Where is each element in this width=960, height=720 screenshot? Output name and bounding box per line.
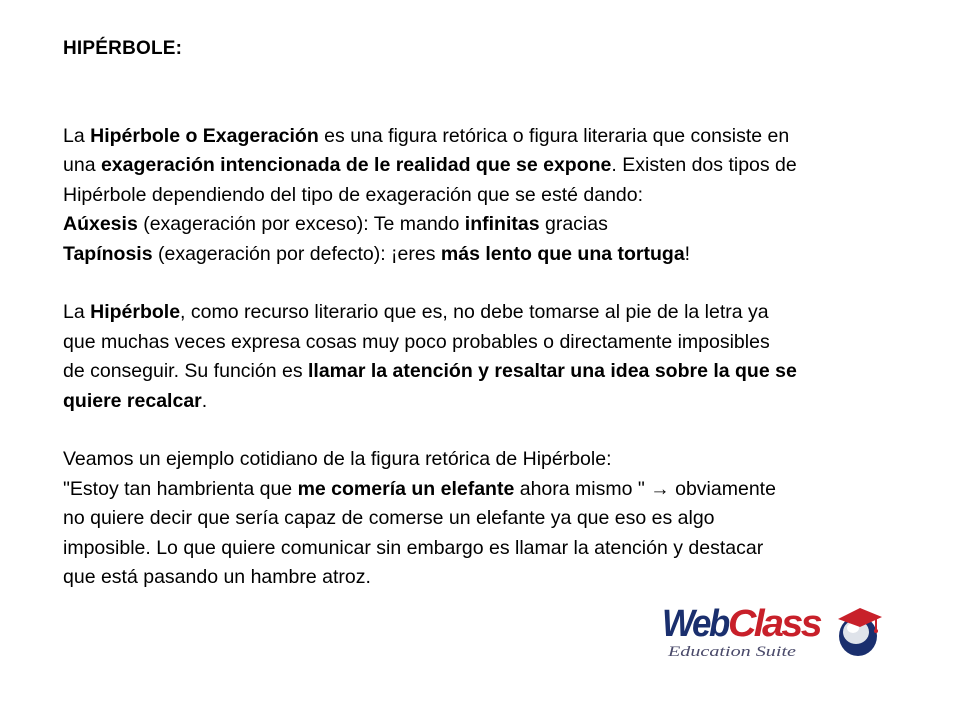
text-line	[63, 475, 878, 504]
logo-tagline: Education Suite	[666, 644, 797, 660]
paragraph	[63, 298, 878, 416]
bold-text: me comería un elefante	[297, 477, 515, 500]
text-run: es una figura retórica o figura literaria que consiste en	[318, 125, 790, 147]
webclass-logo-graphic	[660, 598, 886, 664]
text-line	[63, 210, 878, 239]
bold-text: más lento que una tortuga	[440, 242, 685, 265]
graduation-cap-icon	[838, 608, 882, 656]
body-text	[63, 122, 878, 622]
text-run: , como recurso literario que es, no debe tomarse al pie de la letra ya	[180, 301, 769, 324]
text-run: (exageración por exceso): Te mando	[137, 213, 465, 236]
text-run: ahora mismo "	[514, 477, 651, 500]
text-line	[63, 298, 878, 327]
text-run: "Estoy tan hambrienta que	[63, 477, 298, 500]
paragraph	[63, 122, 878, 269]
bold-text: quiere recalcar	[63, 389, 202, 412]
text-run: (exageración por defecto): ¡eres	[152, 242, 441, 265]
logo-word-class: Class	[728, 603, 822, 645]
text-run: La	[63, 125, 91, 147]
bold-text: infinitas	[464, 213, 540, 236]
text-run: imposible. Lo que quiere comunicar sin embargo es llamar la atención y destacar	[63, 536, 764, 559]
text-line	[63, 151, 878, 180]
text-run: una	[63, 154, 101, 177]
logo-word-web: Web	[662, 603, 731, 645]
text-run: . Existen dos tipos de	[611, 154, 797, 177]
text-line	[63, 328, 878, 357]
bold-text: exageración intencionada de le realidad que se expone	[100, 154, 612, 177]
text-line	[63, 240, 878, 269]
bold-text: Hipérbole o Exageración	[90, 125, 319, 147]
text-line	[63, 534, 878, 563]
text-run: Veamos un ejemplo cotidiano de la figura retórica de Hipérbole:	[63, 448, 612, 471]
bold-text: Tapínosis	[63, 242, 153, 265]
text-run: !	[684, 242, 691, 265]
bold-text: Hipérbole	[90, 301, 181, 324]
text-line	[63, 563, 878, 592]
text-run: no quiere decir que sería capaz de comerse un elefante ya que eso es algo	[63, 507, 715, 530]
text-run: La	[63, 301, 91, 324]
bold-text: →	[650, 477, 670, 500]
text-line	[63, 445, 878, 474]
text-line	[63, 387, 878, 416]
webclass-logo	[660, 598, 886, 664]
paragraph	[63, 445, 878, 592]
text-line	[63, 181, 878, 210]
slide-title: HIPÉRBOLE:	[63, 38, 183, 59]
text-run: que está pasando un hambre atroz.	[63, 566, 371, 589]
text-line	[63, 357, 878, 386]
text-line	[63, 122, 878, 151]
text-run: gracias	[539, 213, 608, 236]
text-run: obviamente	[669, 477, 776, 500]
text-run: .	[201, 389, 208, 412]
bold-text: Aúxesis	[63, 213, 138, 236]
text-line	[63, 504, 878, 533]
text-run: que muchas veces expresa cosas muy poco probables o directamente imposibles	[63, 330, 770, 353]
text-run: de conseguir. Su función es	[63, 360, 308, 383]
bold-text: llamar la atención y resaltar una idea sobre la que se	[308, 360, 797, 383]
text-run: Hipérbole dependiendo del tipo de exageración que se esté dando:	[63, 183, 644, 206]
